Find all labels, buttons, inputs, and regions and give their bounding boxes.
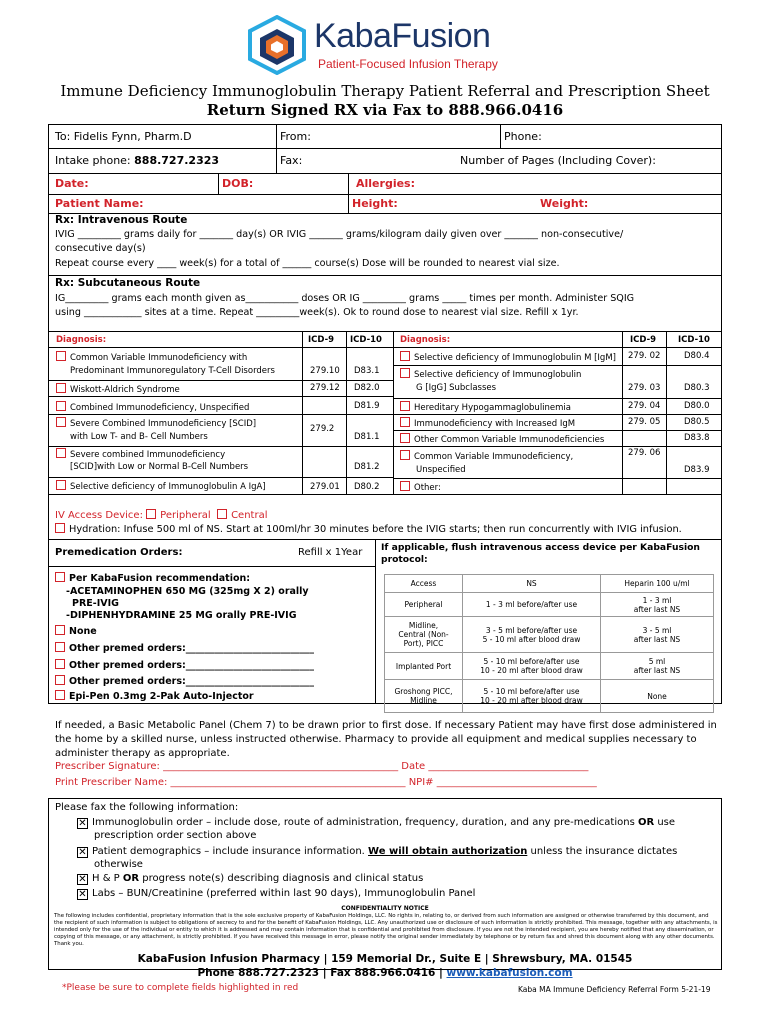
premed-item-cont: -DIPHENHYDRAMINE 25 MG orally PRE-IVIG	[66, 610, 297, 621]
height-field[interactable]: Height:	[352, 197, 398, 210]
flush-cell: 1 - 3 ml after last NS	[601, 593, 714, 617]
icd10-value: D80.2	[354, 482, 380, 492]
footer-address: KabaFusion Infusion Pharmacy | 159 Memorial Dr., Suite E | Shrewsbury, MA. 01545	[137, 953, 633, 965]
prescriber-name-field[interactable]: Print Prescriber Name: _______________________________________________ NPI# ________________________________	[55, 777, 597, 788]
footer-form-id: Kaba MA Immune Deficiency Referral Form 5-21-19	[518, 985, 711, 994]
intake-phone	[55, 154, 219, 167]
premed-item[interactable]: Other premed orders:___________________________	[55, 675, 314, 688]
flush-cell: Midline, Central (Non- Port), PICC	[385, 617, 463, 653]
icd10-value: D81.9	[354, 401, 380, 411]
checkbox-icon[interactable]	[56, 480, 66, 490]
fax-item-cont: otherwise	[94, 859, 143, 870]
premed-refill: Refill x 1Year	[298, 547, 363, 558]
flush-col-ns: NS	[463, 575, 601, 593]
diag-header-left: Diagnosis:	[56, 335, 107, 345]
flush-cell: Peripheral	[385, 593, 463, 617]
confidentiality-text: The following includes confidential, proprietary information that is the sole exclusive property of KabaFusion Holdings, LLC. No rights in, relating to, or derived from such information are assigned or otherwise transferred by this document, and the recipient of such information is subject to obligations of secrecy to and for the benefit of KabaFusion Holdings, LLC. Any unauthorized use or disclosure of such information is strictly prohibited. This message, together with any attachments, is intended only for the use of the individual or entity to which it is addressed and may contain information that is confidential and prohibited from disclosure. If you are not the intended recipient, you are hereby notified that any dissemination, or copying of this message, or any attachment, is strictly prohibited. If you have received this message in error, please notify the original sender immediately by telephone or by return fax and shred this document along with any other documents. Thank you.	[54, 913, 718, 947]
diag-row[interactable]: Hereditary Hypogammaglobulinemia	[400, 401, 571, 414]
icd9-value: 279. 04	[628, 401, 661, 411]
flush-col-heparin: Heparin 100 u/ml	[601, 575, 714, 593]
flush-title: If applicable, flush intravenous access device per KabaFusion protocol:	[381, 542, 700, 565]
icd9-value: 279.12	[310, 383, 340, 393]
flush-cell: Groshong PICC, Midline	[385, 680, 463, 713]
prescriber-signature-field[interactable]: Prescriber Signature: _______________________________________________ Date ________________________________	[55, 761, 589, 772]
checkbox-icon[interactable]	[56, 448, 66, 458]
date-field[interactable]: Date:	[55, 177, 89, 190]
fax-item-cont: prescription order section above	[94, 830, 257, 841]
rx-iv-line3[interactable]: Repeat course every ____ week(s) for a total of ______ course(s) Dose will be rounded to nearest vial size.	[55, 258, 560, 269]
fax-item: ✕ Immunoglobulin order – include dose, route of administration, frequency, duration, and any pre-medications OR use	[78, 817, 676, 829]
diag-row[interactable]: Selective deficiency of Immunoglobulin M [IgM]	[400, 351, 616, 364]
icd9-value: 279. 06	[628, 448, 661, 458]
diag-row[interactable]: Severe combined Immunodeficiency	[56, 448, 225, 461]
checkbox-icon[interactable]	[400, 401, 410, 411]
diag-row[interactable]: Common Variable Immunodeficiency,	[400, 450, 573, 463]
icd10-value: D80.5	[684, 417, 710, 427]
rx-iv-title: Rx: Intravenous Route	[55, 214, 188, 226]
checkbox-icon[interactable]	[400, 481, 410, 491]
premed-item-cont: -ACETAMINOPHEN 650 MG (325mg X 2) orally	[66, 586, 309, 597]
icd9-value: 279. 02	[628, 351, 661, 361]
fax-item: ✕ Patient demographics – include insurance information. We will obtain authorization unless the insurance dictates	[78, 846, 678, 858]
icd9-value: 279. 05	[628, 417, 661, 427]
icd9-value: 279.2	[310, 424, 335, 434]
diag-row-cont: Unspecified	[416, 465, 466, 475]
diag-row-cont: G [IgG] Subclasses	[416, 383, 497, 393]
checkbox-icon[interactable]	[400, 433, 410, 443]
rx-iv-line1[interactable]: IVIG _________ grams daily for _______ day(s) OR IVIG _______ grams/kilogram daily given over _______ non-consecutive/	[55, 229, 624, 240]
icd10-value: D81.1	[354, 432, 380, 442]
to-field[interactable]: To: Fidelis Fynn, Pharm.D	[55, 130, 192, 143]
premed-item[interactable]: Per KabaFusion recommendation:	[55, 572, 250, 585]
flush-cell: 1 - 3 ml before/after use	[463, 593, 601, 617]
fax-field[interactable]: Fax:	[280, 154, 303, 167]
flush-cell: 5 - 10 ml before/after use 10 - 20 ml after blood draw	[463, 653, 601, 680]
checkbox-icon[interactable]	[55, 675, 65, 685]
checkbox-icon[interactable]	[400, 450, 410, 460]
flush-cell: 3 - 5 ml before/after use 5 - 10 ml after blood draw	[463, 617, 601, 653]
icd9-header-right: ICD-9	[630, 335, 657, 345]
checkbox-icon[interactable]	[400, 417, 410, 427]
intake-phone-label: Intake phone:	[55, 154, 135, 167]
checked-box-icon[interactable]: ✕	[78, 818, 87, 829]
rx-sq-line1[interactable]: IG_________ grams each month given as___________ doses OR IG _________ grams _____ times per month. Administer SQIG	[55, 293, 635, 304]
flush-col-access: Access	[385, 575, 463, 593]
bmp-note: If needed, a Basic Metabolic Panel (Chem 7) to be drawn prior to first dose. If necessary Patient may have first dose administered in the home by a skilled nurse, unless instructed otherwise. Pharmacy to provide all equipment and medical supplies necessary to administer therapy as appropriate.	[55, 720, 717, 759]
weight-field[interactable]: Weight:	[540, 197, 589, 210]
icd10-value: D81.2	[354, 462, 380, 472]
icd10-value: D80.3	[684, 383, 710, 393]
fax-item: ✕ H & P OR progress note(s) describing diagnosis and clinical status	[78, 873, 424, 885]
footer-contact: Phone 888.727.2323 | Fax 888.966.0416 | www.kabafusion.com	[197, 967, 573, 979]
diag-row[interactable]: Wiskott-Aldrich Syndrome	[56, 383, 180, 396]
checked-box-icon[interactable]: ✕	[78, 889, 87, 900]
checkbox-icon[interactable]	[400, 351, 410, 361]
icd9-value: 279.01	[310, 482, 340, 492]
icd10-value: D82.0	[354, 383, 380, 393]
logo	[246, 15, 506, 75]
checkbox-icon[interactable]	[56, 401, 66, 411]
checkbox-icon[interactable]	[400, 368, 410, 378]
hydration-row: Hydration: Infuse 500 ml of NS. Start at 100ml/hr 30 minutes before the IVIG starts; then run concurrently with IVIG infusion.	[55, 523, 682, 536]
confidentiality-title: CONFIDENTIALITY NOTICE	[341, 905, 429, 912]
premed-item[interactable]: Other premed orders:___________________________	[55, 659, 314, 672]
diag-row[interactable]: Severe Combined Immunodeficiency [SCID]	[56, 417, 256, 430]
icd10-value: D83.9	[684, 465, 710, 475]
diag-header-right: Diagnosis:	[400, 335, 451, 345]
icd10-value: D83.1	[354, 366, 380, 376]
premed-item[interactable]: Epi-Pen 0.3mg 2-Pak Auto-Injector	[55, 690, 254, 703]
diag-row[interactable]: Immunodeficiency with Increased IgM	[400, 417, 575, 430]
flush-cell: 5 ml after last NS	[601, 653, 714, 680]
icd10-value: D80.0	[684, 401, 710, 411]
page-title: Immune Deficiency Immunoglobulin Therapy Patient Referral and Prescription Sheet	[60, 82, 710, 100]
brand-tagline: Patient-Focused Infusion Therapy	[318, 57, 498, 71]
diag-row[interactable]: Common Variable Immunodeficiency with	[56, 351, 247, 364]
flush-cell: 3 - 5 ml after last NS	[601, 617, 714, 653]
rx-sq-line2[interactable]: using ____________ sites at a time. Repeat _________week(s). Ok to round dose to nearest vial size. Refill x 1yr.	[55, 307, 579, 318]
checkbox-icon[interactable]	[146, 509, 156, 519]
intake-phone-value: 888.727.2323	[134, 154, 220, 167]
flush-table	[384, 574, 714, 713]
checkbox-icon[interactable]	[55, 625, 65, 635]
premed-item-cont: PRE-IVIG	[72, 598, 119, 609]
page-subtitle: Return Signed RX via Fax to 888.966.0416	[206, 101, 564, 119]
brand-name: KabaFusion	[314, 17, 491, 55]
checkbox-icon[interactable]	[217, 509, 227, 519]
fax-item: ✕ Labs – BUN/Creatinine (preferred within last 90 days), Immunoglobulin Panel	[78, 888, 476, 900]
from-field[interactable]: From:	[280, 130, 311, 143]
icd10-header-right: ICD-10	[678, 335, 710, 345]
premed-item[interactable]: None	[55, 625, 97, 638]
iv-access-row: IV Access Device: Peripheral Central	[55, 510, 268, 521]
checkbox-icon[interactable]	[55, 572, 65, 582]
dob-field[interactable]: DOB:	[222, 177, 254, 190]
fax-intro: Please fax the following information:	[55, 802, 239, 813]
diag-row[interactable]: Other Common Variable Immunodeficiencies	[400, 433, 604, 446]
patient-name-field[interactable]: Patient Name:	[55, 197, 144, 210]
rx-sq-title: Rx: Subcutaneous Route	[55, 277, 201, 289]
flush-cell: 5 - 10 ml before/after use 10 - 20 ml after blood draw	[463, 680, 601, 713]
checkbox-icon[interactable]	[55, 523, 65, 533]
footer-note: *Please be sure to complete fields highlighted in red	[62, 983, 299, 993]
checkbox-icon[interactable]	[55, 659, 65, 669]
icd10-header-left: ICD-10	[350, 335, 382, 345]
diag-row[interactable]: Selective deficiency of Immunoglobulin A IgA]	[56, 480, 266, 493]
diag-row[interactable]: Combined Immunodeficiency, Unspecified	[56, 401, 249, 414]
icd10-value: D83.8	[684, 433, 710, 443]
checkbox-icon[interactable]	[56, 383, 66, 393]
diag-row-cont: [SCID]with Low or Normal B-Cell Numbers	[70, 462, 249, 472]
icd10-value: D80.4	[684, 351, 710, 361]
icd9-value: 279.10	[310, 366, 340, 376]
pages-field[interactable]: Number of Pages (Including Cover):	[460, 154, 656, 167]
diag-row[interactable]: Selective deficiency of Immunoglobulin	[400, 368, 581, 381]
diag-row-cont: Predominant Immunoregulatory T-Cell Disorders	[70, 366, 275, 376]
checkbox-icon[interactable]	[56, 351, 66, 361]
website-link[interactable]: www.kabafusion.com	[446, 967, 573, 979]
premed-item[interactable]: Other premed orders:___________________________	[55, 642, 314, 655]
phone-field[interactable]: Phone:	[504, 130, 542, 143]
diag-row-cont: with Low T- and B- Cell Numbers	[70, 432, 208, 442]
checked-box-icon[interactable]: ✕	[78, 874, 87, 885]
logo-mark-icon	[246, 15, 308, 75]
flush-cell: None	[601, 680, 714, 713]
flush-cell: Implanted Port	[385, 653, 463, 680]
diag-row-other[interactable]: Other:	[400, 481, 441, 494]
icd9-value: 279. 03	[628, 383, 661, 393]
premed-title: Premedication Orders:	[55, 547, 183, 558]
checked-box-icon[interactable]: ✕	[78, 847, 87, 858]
checkbox-icon[interactable]	[55, 642, 65, 652]
rx-iv-line2: consecutive day(s)	[55, 243, 146, 254]
checkbox-icon[interactable]	[56, 417, 66, 427]
checkbox-icon[interactable]	[55, 690, 65, 700]
icd9-header-left: ICD-9	[308, 335, 335, 345]
allergies-field[interactable]: Allergies:	[356, 177, 415, 190]
